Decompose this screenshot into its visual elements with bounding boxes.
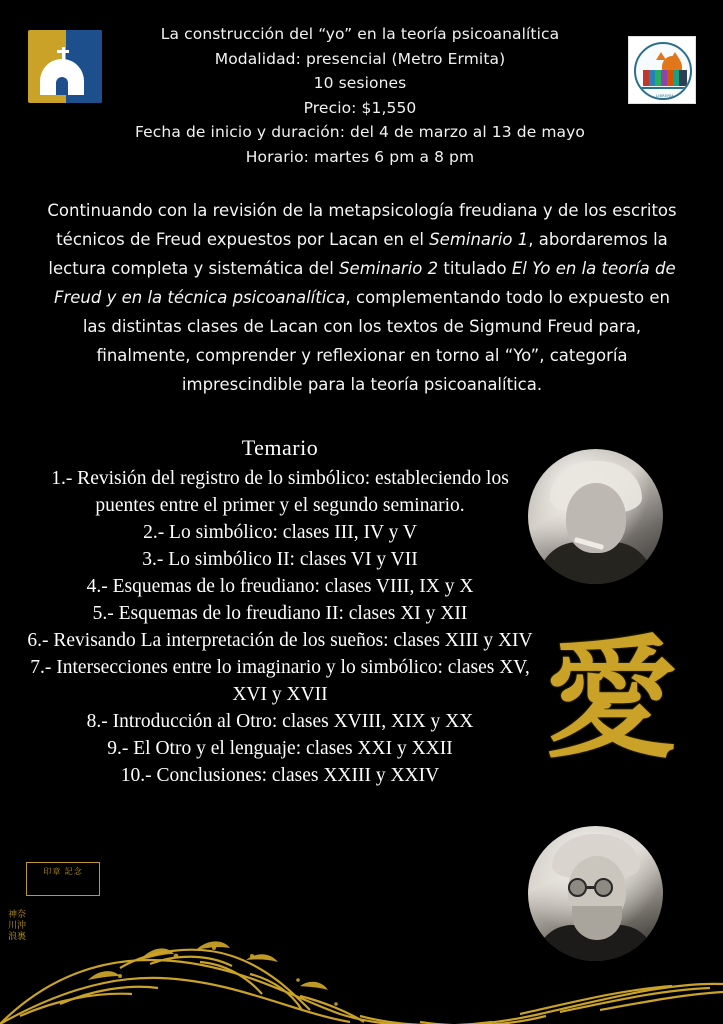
great-wave-artwork [0, 864, 723, 1024]
header-line-sessions: 10 sesiones [313, 74, 407, 92]
lacan-portrait [528, 449, 663, 584]
intro-seg-3: , abordaremos la lectura completa y sistemática del [48, 230, 668, 278]
bookstore-fox-logo-icon [628, 36, 696, 104]
list-item: 10.- Conclusiones: clases XXIII y XXIV [120, 765, 440, 786]
intro-seg-1: Continuando con la revisión de la metapsicología freudiana y de los escritos técnicos de Freud expuestos por Lacan en el [47, 201, 677, 249]
cross-horizontal-shape [57, 50, 69, 53]
chapel-logo-icon [28, 30, 102, 103]
intro-seg-5: titulado [438, 259, 512, 278]
japanese-vertical-inscription: 神奈川沖浪裏 [8, 910, 27, 942]
chapel-door-shape [56, 77, 68, 95]
logo-badge-label: LIBRERÍA [656, 94, 674, 98]
list-item: 2.- Lo simbólico: clases III, IV y V [143, 522, 417, 543]
list-item: 4.- Esquemas de lo freudiano: clases VIII, IX y X [86, 576, 474, 597]
list-item: 9.- El Otro y el lenguaje: clases XXI y XXII [107, 738, 453, 759]
intro-seg-7: , complementando todo lo expuesto en las distintas clases de Lacan con los textos de Sigmund Freud para, finalmente, comprender y reflexionar en torno al “Yo”, categoría imprescindible para la teoría psicoanalítica. [82, 288, 670, 394]
list-item: 1.- Revisión del registro de lo simbólico: estableciendo los puentes entre el primer y el segundo seminario. [51, 468, 509, 516]
header-line-price: Precio: $1,550 [303, 98, 417, 117]
logo-ring-shape [634, 42, 692, 100]
list-item: 5.- Esquemas de lo freudiano II: clases XI y XII [92, 603, 468, 624]
header-line-schedule: Horario: martes 6 pm a 8 pm [245, 147, 475, 166]
syllabus-list [20, 465, 540, 789]
bookshelf-line-shape [641, 87, 689, 89]
intro-paragraph [42, 196, 682, 399]
list-item: 8.- Introducción al Otro: clases XVIII, XIX y XX [86, 711, 474, 732]
cross-vertical-shape [62, 47, 65, 60]
header-line-dates: Fecha de inicio y duración: del 4 de marzo al 13 de mayo [134, 123, 586, 141]
japanese-seal-stamp: 印章 記念 [26, 862, 100, 896]
kanji-ai-character: 愛 [545, 623, 677, 777]
poster-header [0, 0, 723, 175]
syllabus-title: Temario [241, 435, 319, 460]
list-item: 6.- Revisando La interpretación de los sueños: clases XIII y XIV [27, 630, 533, 651]
intro-seg-6-italic: El Yo en la teoría de Freud y en la técnica psicoanalítica [54, 259, 676, 307]
header-text-block [110, 22, 610, 169]
intro-seg-4-italic: Seminario 2 [339, 259, 439, 278]
books-row-shape [643, 70, 687, 86]
intro-seg-2-italic: Seminario 1 [429, 230, 529, 249]
list-item: 7.- Intersecciones entre lo imaginario y lo simbólico: clases XV, XVI y XVII [30, 657, 530, 705]
list-item: 3.- Lo simbólico II: clases VI y VII [142, 549, 418, 570]
header-line-title: La construcción del “yo” en la teoría psicoanalítica [160, 25, 560, 43]
header-line-modality: Modalidad: presencial (Metro Ermita) [214, 49, 506, 68]
syllabus-section [20, 433, 540, 789]
